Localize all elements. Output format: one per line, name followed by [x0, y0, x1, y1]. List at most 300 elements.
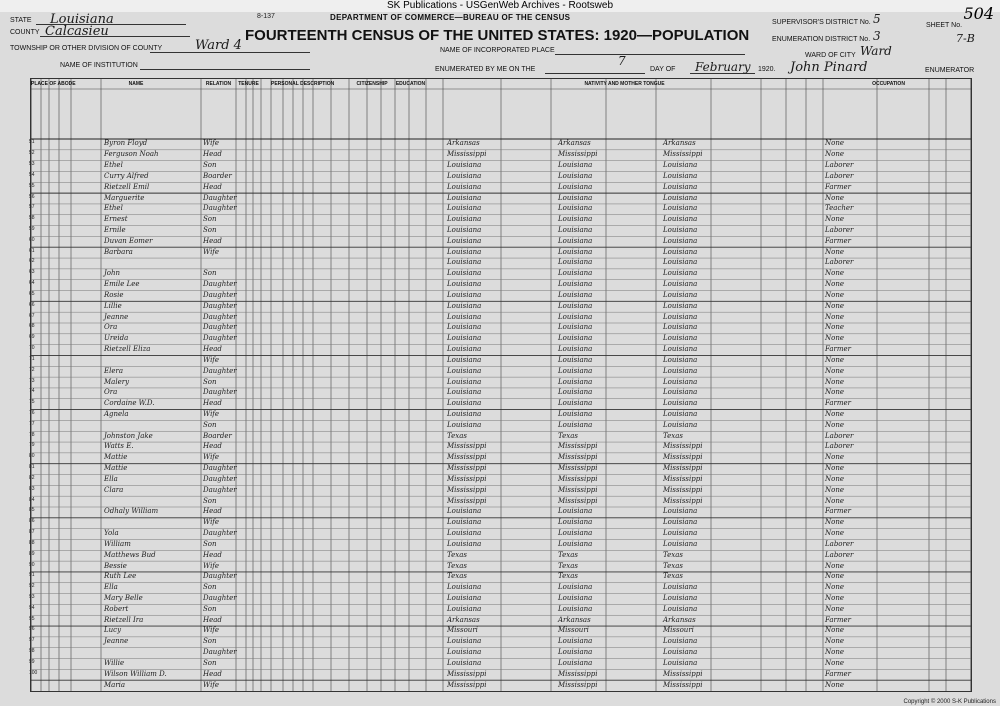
- occupation: Laborer: [825, 226, 854, 234]
- mother-birthplace: Louisiana: [663, 323, 698, 332]
- person-name: Odhaly William: [104, 507, 159, 516]
- relation: Son: [203, 269, 217, 278]
- person-name: Cordaine W.D.: [104, 399, 155, 408]
- occupation: None: [825, 604, 844, 613]
- person-name: Mary Belle: [104, 594, 143, 602]
- archive-banner: SK Publications - USGenWeb Archives - Rootsweb: [0, 0, 1000, 12]
- birthplace: Louisiana: [447, 204, 482, 213]
- birthplace: Mississippi: [447, 442, 487, 451]
- relation: Head: [203, 507, 222, 516]
- father-birthplace: Louisiana: [558, 258, 593, 267]
- person-name: Willie: [104, 658, 125, 667]
- occupation: None: [825, 247, 844, 256]
- relation: Wife: [203, 453, 220, 462]
- mother-birthplace: Louisiana: [663, 399, 698, 408]
- person-name: Ella: [104, 474, 118, 483]
- birthplace: Louisiana: [447, 377, 482, 386]
- occupation: None: [825, 215, 844, 224]
- mother-birthplace: Texas: [663, 572, 683, 581]
- birthplace: Louisiana: [447, 193, 482, 202]
- mother-birthplace: Louisiana: [663, 161, 698, 170]
- occupation: Laborer: [825, 431, 854, 440]
- person-name: Malery: [104, 377, 130, 386]
- person-name: Rietzell Ira: [104, 615, 144, 624]
- section-heading: EDUCATION: [395, 81, 426, 87]
- township-value: Ward 4: [195, 38, 242, 53]
- relation: Daughter: [203, 290, 237, 299]
- birthplace: Louisiana: [447, 280, 482, 289]
- relation: Son: [203, 496, 217, 505]
- incorporated-label: NAME OF INCORPORATED PLACE: [440, 47, 555, 54]
- birthplace: Texas: [447, 561, 467, 570]
- relation: Daughter: [203, 323, 237, 332]
- occupation: Laborer: [825, 442, 854, 451]
- relation: Boarder: [203, 431, 232, 440]
- relation: Son: [203, 658, 217, 667]
- occupation: None: [825, 377, 844, 386]
- mother-birthplace: Mississippi: [663, 150, 703, 159]
- relation: Son: [203, 637, 217, 646]
- occupation: None: [825, 139, 844, 148]
- mother-birthplace: Texas: [663, 550, 683, 559]
- occupation: None: [825, 355, 844, 364]
- mother-birthplace: Louisiana: [663, 377, 698, 386]
- ward-label: WARD OF CITY: [805, 52, 856, 59]
- mother-birthplace: Louisiana: [663, 648, 698, 657]
- father-birthplace: Mississippi: [558, 442, 598, 451]
- relation: Daughter: [203, 334, 237, 343]
- relation: Son: [203, 226, 217, 234]
- person-name: Ureida: [104, 334, 129, 343]
- relation: Head: [203, 399, 222, 408]
- father-birthplace: Louisiana: [558, 583, 593, 592]
- day-of-label: DAY OF: [650, 66, 676, 73]
- occupation: Laborer: [825, 258, 854, 267]
- birthplace: Louisiana: [447, 247, 482, 256]
- supervisor-value: 5: [873, 12, 881, 26]
- father-birthplace: Louisiana: [558, 410, 593, 418]
- relation: Head: [203, 236, 222, 245]
- birthplace: Mississippi: [447, 453, 487, 462]
- occupation: Farmer: [825, 669, 852, 678]
- birthplace: Louisiana: [447, 301, 482, 310]
- relation: Daughter: [203, 648, 237, 657]
- occupation: None: [825, 453, 844, 462]
- person-name: Mattie: [104, 453, 128, 462]
- birthplace: Louisiana: [447, 171, 482, 180]
- birthplace: Louisiana: [447, 604, 482, 613]
- mother-birthplace: Arkansas: [663, 615, 696, 624]
- occupation: Teacher: [825, 204, 854, 213]
- birthplace: Louisiana: [447, 410, 482, 418]
- birthplace: Texas: [447, 431, 467, 440]
- institution-label: NAME OF INSTITUTION: [60, 62, 138, 69]
- relation: Daughter: [203, 366, 237, 375]
- sheet-number: 504: [963, 4, 994, 23]
- relation: Head: [203, 669, 222, 678]
- mother-birthplace: Louisiana: [663, 518, 698, 527]
- birthplace: Louisiana: [447, 539, 482, 548]
- occupation: None: [825, 280, 844, 289]
- person-name: John: [104, 269, 121, 278]
- father-birthplace: Texas: [558, 431, 578, 440]
- relation: Daughter: [203, 594, 237, 602]
- father-birthplace: Arkansas: [558, 139, 591, 148]
- relation: Daughter: [203, 193, 237, 202]
- section-heading: RELATION: [205, 81, 232, 87]
- birthplace: Louisiana: [447, 518, 482, 527]
- occupation: Laborer: [825, 550, 854, 559]
- occupation: None: [825, 496, 844, 505]
- birthplace: Mississippi: [447, 669, 487, 678]
- occupation: None: [825, 366, 844, 375]
- occupation: None: [825, 572, 844, 581]
- mother-birthplace: Mississippi: [663, 680, 703, 689]
- person-name: Ella: [104, 583, 118, 592]
- father-birthplace: Louisiana: [558, 204, 593, 213]
- mother-birthplace: Louisiana: [663, 604, 698, 613]
- township-label: TOWNSHIP OR OTHER DIVISION OF COUNTY: [10, 45, 163, 52]
- birthplace: Mississippi: [447, 680, 487, 689]
- relation: Wife: [203, 410, 220, 418]
- relation: Head: [203, 150, 222, 159]
- person-name: Lillie: [104, 301, 122, 310]
- enumerated-month: February: [695, 60, 751, 74]
- father-birthplace: Louisiana: [558, 377, 593, 386]
- birthplace: Louisiana: [447, 355, 482, 364]
- person-name: Agnela: [104, 410, 129, 418]
- birthplace: Louisiana: [447, 658, 482, 667]
- person-name: Byron Floyd: [104, 139, 148, 148]
- father-birthplace: Louisiana: [558, 247, 593, 256]
- birthplace: Louisiana: [447, 226, 482, 234]
- mother-birthplace: Mississippi: [663, 496, 703, 505]
- mother-birthplace: Louisiana: [663, 658, 698, 667]
- enumerator-signature: John Pinard: [790, 60, 868, 75]
- mother-birthplace: Mississippi: [663, 669, 703, 678]
- ward-value: Ward: [860, 44, 892, 58]
- person-name: Johnston Jake: [104, 431, 153, 440]
- relation: Daughter: [203, 312, 237, 321]
- birthplace: Louisiana: [447, 366, 482, 375]
- person-name: Watts E.: [104, 442, 134, 451]
- father-birthplace: Louisiana: [558, 420, 593, 429]
- relation: Wife: [203, 139, 220, 148]
- relation: Wife: [203, 561, 220, 570]
- birthplace: Louisiana: [447, 236, 482, 245]
- father-birthplace: Louisiana: [558, 399, 593, 408]
- relation: Son: [203, 583, 217, 592]
- mother-birthplace: Louisiana: [663, 215, 698, 224]
- mother-birthplace: Mississippi: [663, 442, 703, 451]
- father-birthplace: Louisiana: [558, 388, 593, 397]
- person-name: Curry Alfred: [104, 171, 149, 180]
- mother-birthplace: Texas: [663, 431, 683, 440]
- state-label: STATE: [10, 17, 32, 24]
- mother-birthplace: Louisiana: [663, 410, 698, 418]
- person-name: Maria: [104, 680, 126, 689]
- mother-birthplace: Louisiana: [663, 366, 698, 375]
- occupation: None: [825, 334, 844, 343]
- person-name: Rietzell Eliza: [104, 345, 151, 354]
- occupation: None: [825, 583, 844, 592]
- father-birthplace: Louisiana: [558, 193, 593, 202]
- occupation: None: [825, 561, 844, 570]
- occupation: None: [825, 410, 844, 418]
- occupation: Farmer: [825, 236, 852, 245]
- occupation: None: [825, 312, 844, 321]
- occupation: None: [825, 485, 844, 494]
- birthplace: Louisiana: [447, 594, 482, 602]
- person-name: Ferguson Noah: [104, 150, 159, 159]
- father-birthplace: Texas: [558, 561, 578, 570]
- birthplace: Louisiana: [447, 334, 482, 343]
- relation: Daughter: [203, 464, 237, 473]
- relation: Son: [203, 604, 217, 613]
- birthplace: Louisiana: [447, 583, 482, 592]
- occupation: None: [825, 658, 844, 667]
- person-name: Ora: [104, 388, 118, 397]
- section-heading: PLACE OF ABODE: [31, 81, 76, 87]
- father-birthplace: Missouri: [558, 626, 589, 635]
- person-name: Matthews Bud: [104, 550, 156, 559]
- occupation: None: [825, 150, 844, 159]
- section-heading: OCCUPATION: [872, 81, 905, 87]
- father-birthplace: Mississippi: [558, 485, 598, 494]
- occupation: None: [825, 420, 844, 429]
- father-birthplace: Mississippi: [558, 496, 598, 505]
- occupation: None: [825, 626, 844, 635]
- person-name: Ernile: [104, 226, 126, 234]
- census-title: FOURTEENTH CENSUS OF THE UNITED STATES: 1920—POPULATION: [245, 27, 750, 44]
- mother-birthplace: Louisiana: [663, 171, 698, 180]
- birthplace: Louisiana: [447, 345, 482, 354]
- occupation: None: [825, 464, 844, 473]
- occupation: Farmer: [825, 399, 852, 408]
- father-birthplace: Mississippi: [558, 669, 598, 678]
- birthplace: Missouri: [447, 626, 478, 635]
- relation: Wife: [203, 626, 220, 635]
- birthplace: Arkansas: [447, 615, 480, 624]
- occupation: None: [825, 474, 844, 483]
- relation: Son: [203, 377, 217, 386]
- birthplace: Louisiana: [447, 182, 482, 191]
- birthplace: Texas: [447, 550, 467, 559]
- person-name: Ethel: [104, 161, 123, 170]
- person-name: Bessie: [104, 561, 127, 570]
- relation: Daughter: [203, 204, 237, 213]
- father-birthplace: Louisiana: [558, 269, 593, 278]
- father-birthplace: Mississippi: [558, 150, 598, 159]
- occupation: None: [825, 680, 844, 689]
- father-birthplace: Louisiana: [558, 529, 593, 538]
- relation: Daughter: [203, 529, 237, 538]
- father-birthplace: Louisiana: [558, 355, 593, 364]
- occupation: Farmer: [825, 615, 852, 624]
- year-label: 1920.: [758, 66, 776, 73]
- father-birthplace: Louisiana: [558, 290, 593, 299]
- mother-birthplace: Louisiana: [663, 507, 698, 516]
- department-heading: DEPARTMENT OF COMMERCE—BUREAU OF THE CENSUS: [330, 13, 571, 22]
- father-birthplace: Louisiana: [558, 182, 593, 191]
- sheet-label: SHEET No.: [926, 22, 963, 29]
- relation: Daughter: [203, 474, 237, 483]
- mother-birthplace: Arkansas: [663, 139, 696, 148]
- mother-birthplace: Louisiana: [663, 204, 698, 213]
- person-name: Ora: [104, 323, 118, 332]
- relation: Head: [203, 182, 222, 191]
- father-birthplace: Louisiana: [558, 334, 593, 343]
- person-name: Rosie: [104, 290, 124, 299]
- relation: Daughter: [203, 301, 237, 310]
- occupation: Farmer: [825, 345, 852, 354]
- birthplace: Louisiana: [447, 399, 482, 408]
- birthplace: Louisiana: [447, 269, 482, 278]
- sheet-letter: 7-B: [956, 32, 975, 45]
- birthplace: Mississippi: [447, 150, 487, 159]
- person-name: Wilson William D.: [104, 669, 167, 678]
- person-name: Rietzell Emil: [104, 182, 150, 191]
- father-birthplace: Louisiana: [558, 507, 593, 516]
- enumerated-label: ENUMERATED BY ME ON THE: [435, 66, 536, 73]
- mother-birthplace: Mississippi: [663, 453, 703, 462]
- person-name: William: [104, 539, 131, 548]
- enum-district-label: ENUMERATION DISTRICT No.: [772, 36, 871, 43]
- mother-birthplace: Louisiana: [663, 345, 698, 354]
- section-heading: NATIVITY AND MOTHER TONGUE: [584, 81, 665, 87]
- father-birthplace: Arkansas: [558, 615, 591, 624]
- birthplace: Louisiana: [447, 323, 482, 332]
- occupation: None: [825, 388, 844, 397]
- mother-birthplace: Louisiana: [663, 236, 698, 245]
- section-heading: TENURE: [238, 81, 259, 87]
- mother-birthplace: Louisiana: [663, 529, 698, 538]
- father-birthplace: Mississippi: [558, 474, 598, 483]
- birthplace: Mississippi: [447, 485, 487, 494]
- person-name: Jeanne: [104, 312, 129, 321]
- mother-birthplace: Louisiana: [663, 312, 698, 321]
- person-name: Ethel: [104, 204, 123, 213]
- mother-birthplace: Louisiana: [663, 388, 698, 397]
- form-number: 8-137: [257, 13, 275, 20]
- father-birthplace: Louisiana: [558, 648, 593, 657]
- father-birthplace: Louisiana: [558, 345, 593, 354]
- father-birthplace: Mississippi: [558, 464, 598, 473]
- mother-birthplace: Louisiana: [663, 290, 698, 299]
- birthplace: Louisiana: [447, 637, 482, 646]
- mother-birthplace: Louisiana: [663, 594, 698, 602]
- relation: Boarder: [203, 171, 232, 180]
- father-birthplace: Louisiana: [558, 171, 593, 180]
- father-birthplace: Louisiana: [558, 226, 593, 234]
- mother-birthplace: Louisiana: [663, 637, 698, 646]
- occupation: Farmer: [825, 182, 852, 191]
- father-birthplace: Louisiana: [558, 604, 593, 613]
- birthplace: Louisiana: [447, 312, 482, 321]
- relation: Wife: [203, 680, 220, 689]
- relation: Head: [203, 345, 222, 354]
- occupation: None: [825, 648, 844, 657]
- father-birthplace: Louisiana: [558, 637, 593, 646]
- relation: Wife: [203, 518, 220, 527]
- birthplace: Louisiana: [447, 215, 482, 224]
- occupation: None: [825, 529, 844, 538]
- mother-birthplace: Louisiana: [663, 301, 698, 310]
- father-birthplace: Louisiana: [558, 215, 593, 224]
- birthplace: Louisiana: [447, 161, 482, 170]
- birthplace: Mississippi: [447, 496, 487, 505]
- mother-birthplace: Texas: [663, 561, 683, 570]
- father-birthplace: Louisiana: [558, 539, 593, 548]
- person-name: Marguerite: [104, 193, 145, 202]
- mother-birthplace: Louisiana: [663, 583, 698, 592]
- mother-birthplace: Louisiana: [663, 247, 698, 256]
- occupation: Farmer: [825, 507, 852, 516]
- occupation: None: [825, 301, 844, 310]
- occupation: None: [825, 193, 844, 202]
- birthplace: Louisiana: [447, 648, 482, 657]
- relation: Daughter: [203, 280, 237, 289]
- father-birthplace: Louisiana: [558, 301, 593, 310]
- occupation: None: [825, 518, 844, 527]
- person-name: Jeanne: [104, 637, 129, 646]
- person-name: Yola: [104, 529, 119, 538]
- enumerator-label: ENUMERATOR: [925, 67, 975, 74]
- relation: Head: [203, 442, 222, 451]
- mother-birthplace: Mississippi: [663, 474, 703, 483]
- person-name: Robert: [104, 604, 129, 613]
- birthplace: Louisiana: [447, 507, 482, 516]
- mother-birthplace: Louisiana: [663, 539, 698, 548]
- birthplace: Mississippi: [447, 464, 487, 473]
- occupation: None: [825, 269, 844, 278]
- father-birthplace: Mississippi: [558, 680, 598, 689]
- father-birthplace: Louisiana: [558, 366, 593, 375]
- father-birthplace: Texas: [558, 550, 578, 559]
- supervisor-label: SUPERVISOR'S DISTRICT No.: [772, 19, 871, 26]
- mother-birthplace: Louisiana: [663, 269, 698, 278]
- relation: Daughter: [203, 572, 237, 581]
- person-name: Clara: [104, 485, 124, 494]
- father-birthplace: Louisiana: [558, 323, 593, 332]
- father-birthplace: Louisiana: [558, 658, 593, 667]
- person-name: Emile Lee: [104, 280, 140, 289]
- state-value: Louisiana: [50, 12, 114, 27]
- enumerated-day: 7: [618, 54, 626, 68]
- occupation: None: [825, 637, 844, 646]
- mother-birthplace: Louisiana: [663, 258, 698, 267]
- father-birthplace: Louisiana: [558, 236, 593, 245]
- occupation: None: [825, 290, 844, 299]
- relation: Daughter: [203, 388, 237, 397]
- birthplace: Texas: [447, 572, 467, 581]
- relation: Wife: [203, 355, 220, 364]
- relation: Head: [203, 550, 222, 559]
- occupation: None: [825, 323, 844, 332]
- person-name: Ernest: [104, 215, 128, 224]
- relation: Son: [203, 539, 217, 548]
- section-heading: CITIZENSHIP: [356, 81, 388, 87]
- birthplace: Louisiana: [447, 290, 482, 299]
- mother-birthplace: Louisiana: [663, 280, 698, 289]
- enum-district-value: 3: [873, 29, 881, 43]
- father-birthplace: Louisiana: [558, 594, 593, 602]
- birthplace: Louisiana: [447, 420, 482, 429]
- person-name: Ruth Lee: [104, 572, 137, 581]
- person-name: Elera: [104, 366, 124, 375]
- father-birthplace: Louisiana: [558, 280, 593, 289]
- birthplace: Louisiana: [447, 388, 482, 397]
